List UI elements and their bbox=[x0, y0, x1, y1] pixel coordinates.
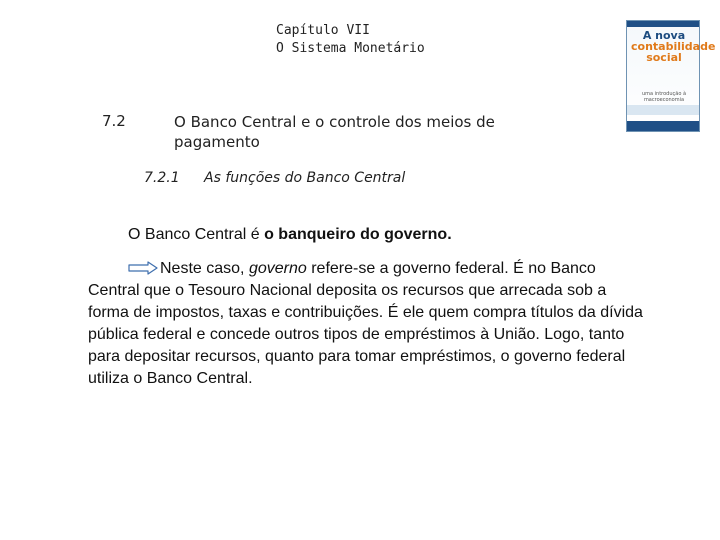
lead-plain-text: O Banco Central é bbox=[128, 226, 265, 243]
paragraph-italic-term: governo bbox=[248, 260, 307, 277]
cover-title-line2: contabilidade bbox=[631, 40, 716, 53]
cover-title-line1: A nova bbox=[642, 29, 686, 42]
section-number: 7.2 bbox=[102, 112, 126, 130]
chapter-heading bbox=[276, 22, 425, 58]
cover-title-line3: social bbox=[646, 51, 682, 64]
lead-bold-text: o banqueiro do governo. bbox=[264, 226, 452, 243]
paragraph-part2: refere-se a governo federal. É no Banco Central que o Tesouro Nacional deposita os recursos que arrecada sob a forma de impostos, taxas e contribuições. É ele quem compra títulos da dívida pública federal e concede outros tipos de empréstimos à União. Logo, tanto para depositar recursos, quanto para tomar empréstimos, o governo federal utiliza o Banco Central. bbox=[88, 260, 643, 387]
chapter-title: O Sistema Monetário bbox=[276, 41, 425, 56]
section-title: O Banco Central e o controle dos meios de pagamento bbox=[174, 113, 495, 151]
lead-statement bbox=[128, 226, 452, 244]
cover-subtitle: uma introdução à macroeconomia bbox=[641, 91, 687, 103]
subsection-number: 7.2.1 bbox=[144, 170, 180, 186]
cover-band bbox=[627, 105, 699, 115]
cover-top-stripe bbox=[627, 21, 699, 27]
body-paragraph bbox=[88, 258, 648, 390]
chapter-number: Capítulo VII bbox=[276, 23, 370, 38]
cover-title-art bbox=[631, 29, 716, 64]
subsection-title: As funções do Banco Central bbox=[204, 170, 406, 186]
paragraph-part1: Neste caso, bbox=[160, 260, 249, 277]
cover-footer bbox=[627, 121, 699, 131]
book-cover-image bbox=[626, 20, 716, 132]
